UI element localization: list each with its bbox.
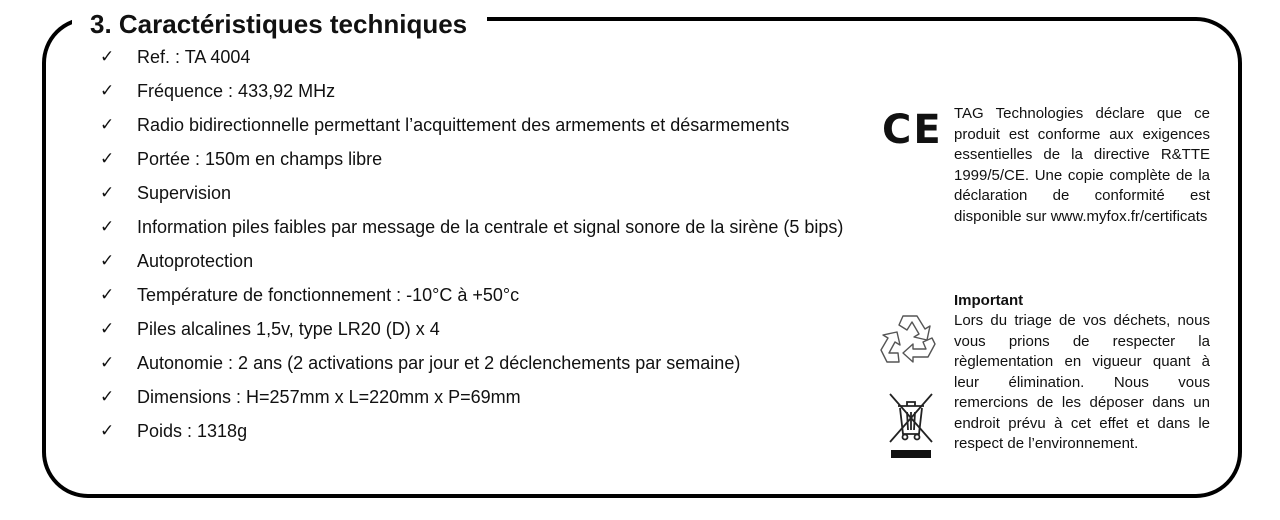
check-icon: ✓: [100, 421, 115, 440]
spec-text: Ref. : TA 4004: [137, 47, 251, 67]
check-icon: ✓: [100, 47, 115, 66]
spec-item: [100, 147, 880, 171]
spec-text: Portée : 150m en champs libre: [137, 149, 383, 169]
spec-text: Fréquence : 433,92 MHz: [137, 81, 336, 101]
spec-item: [100, 215, 880, 239]
section-title: 3. Caractéristiques techniques: [72, 6, 487, 42]
spec-item: [100, 351, 880, 375]
spec-item: [100, 79, 880, 103]
spec-item: [100, 181, 880, 205]
spec-item: [100, 419, 880, 443]
check-icon: ✓: [100, 81, 115, 100]
important-heading: Important: [954, 292, 1024, 309]
check-icon: ✓: [100, 183, 115, 202]
spec-text: Piles alcalines 1,5v, type LR20 (D) x 4: [137, 319, 440, 339]
check-icon: ✓: [100, 217, 115, 236]
spec-text: Information piles faibles par message de la centrale et signal sonore de la sirène (5 bips): [137, 217, 844, 237]
spec-text: Dimensions : H=257mm x L=220mm x P=69mm: [137, 387, 521, 407]
important-text: Lors du triage de vos déchets, nous vous prions de respecter la règlementation en vigueur quant à leur élimination. Nous vous remercions de les déposer dans un endroit prévu à cet effet et dans le respect de l’environnement.: [954, 312, 1210, 452]
spec-item: [100, 45, 880, 69]
spec-text: Température de fonctionnement : -10°C à +50°c: [137, 285, 520, 305]
crossed-out-bin-icon: [886, 388, 936, 460]
spec-text: Autoprotection: [137, 251, 254, 271]
spec-item: [100, 283, 880, 307]
spec-text: Poids : 1318g: [137, 421, 248, 441]
check-icon: ✓: [100, 353, 115, 372]
spec-list: [100, 45, 880, 453]
check-icon: ✓: [100, 319, 115, 338]
check-icon: ✓: [100, 285, 115, 304]
check-icon: ✓: [100, 149, 115, 168]
spec-item: [100, 317, 880, 341]
check-icon: ✓: [100, 387, 115, 406]
spec-text: Radio bidirectionnelle permettant l’acquittement des armements et désarmements: [137, 115, 790, 135]
spec-item: [100, 113, 880, 137]
check-icon: ✓: [100, 115, 115, 134]
spec-text: Autonomie : 2 ans (2 activations par jour et 2 déclenchements par semaine): [137, 353, 741, 373]
ce-declaration-text: TAG Technologies déclare que ce produit est conforme aux exigences essentielles de la directive R&TTE 1999/5/CE. Une copie complète de la déclaration de conformité est disponible sur www.myfox.fr/certificats: [954, 105, 1210, 225]
spec-item: [100, 385, 880, 409]
spec-text: Supervision: [137, 183, 232, 203]
spec-item: [100, 249, 880, 273]
ce-mark-icon: CE: [882, 107, 943, 153]
check-icon: ✓: [100, 251, 115, 270]
recycle-icon: [877, 310, 943, 374]
